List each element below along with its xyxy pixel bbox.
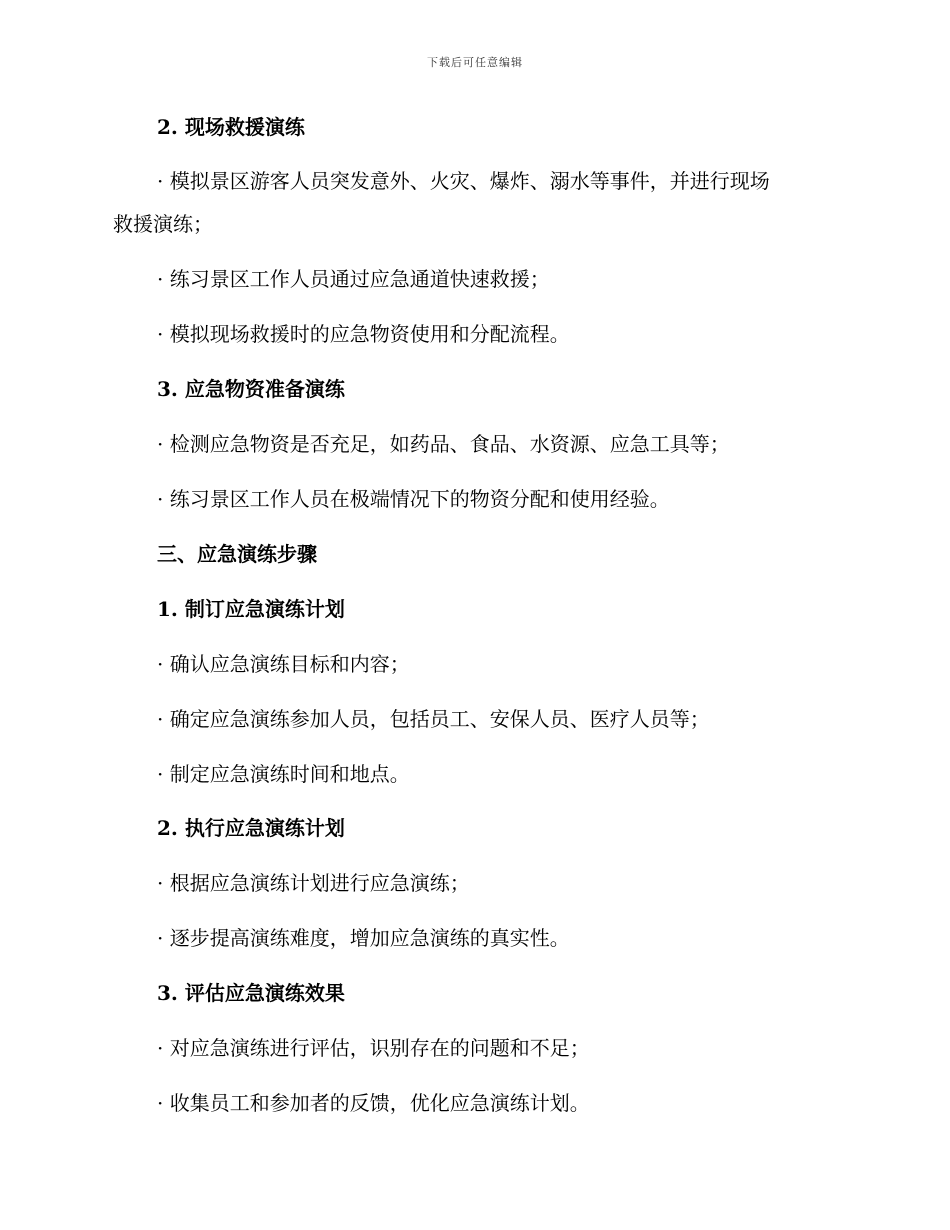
- section-heading-steps: 三、应急演练步骤: [157, 542, 317, 566]
- page-header: 下载后可任意编辑: [427, 56, 523, 69]
- bullet-time-place: · 制定应急演练时间和地点。: [157, 762, 410, 786]
- bullet-extreme-distribution: · 练习景区工作人员在极端情况下的物资分配和使用经验。: [157, 487, 670, 511]
- subheading-evaluate: 3. 评估应急演练效果: [157, 981, 345, 1005]
- subheading-supplies: 3. 应急物资准备演练: [157, 377, 345, 401]
- bullet-increase-difficulty: · 逐步提高演练难度，增加应急演练的真实性。: [157, 926, 570, 950]
- bullet-participants: · 确定应急演练参加人员，包括员工、安保人员、医疗人员等；: [157, 707, 710, 731]
- bullet-collect-feedback: · 收集员工和参加者的反馈，优化应急演练计划。: [157, 1091, 590, 1115]
- subheading-execute-plan: 2. 执行应急演练计划: [157, 816, 345, 840]
- bullet-emergency-channel: · 练习景区工作人员通过应急通道快速救援；: [157, 267, 550, 291]
- bullet-supply-flow: · 模拟现场救援时的应急物资使用和分配流程。: [157, 322, 570, 346]
- bullet-confirm-goals: · 确认应急演练目标和内容；: [157, 652, 410, 676]
- subheading-site-rescue: 2. 现场救援演练: [157, 115, 305, 139]
- bullet-follow-plan: · 根据应急演练计划进行应急演练；: [157, 871, 470, 895]
- bullet-check-supplies: · 检测应急物资是否充足，如药品、食品、水资源、应急工具等；: [157, 432, 730, 456]
- bullet-simulate-accidents: · 模拟景区游客人员突发意外、火灾、爆炸、溺水等事件，并进行现场: [157, 169, 770, 193]
- bullet-assess-issues: · 对应急演练进行评估，识别存在的问题和不足；: [157, 1036, 590, 1060]
- subheading-make-plan: 1. 制订应急演练计划: [157, 597, 345, 621]
- bullet-simulate-accidents-cont: 救援演练；: [113, 212, 213, 236]
